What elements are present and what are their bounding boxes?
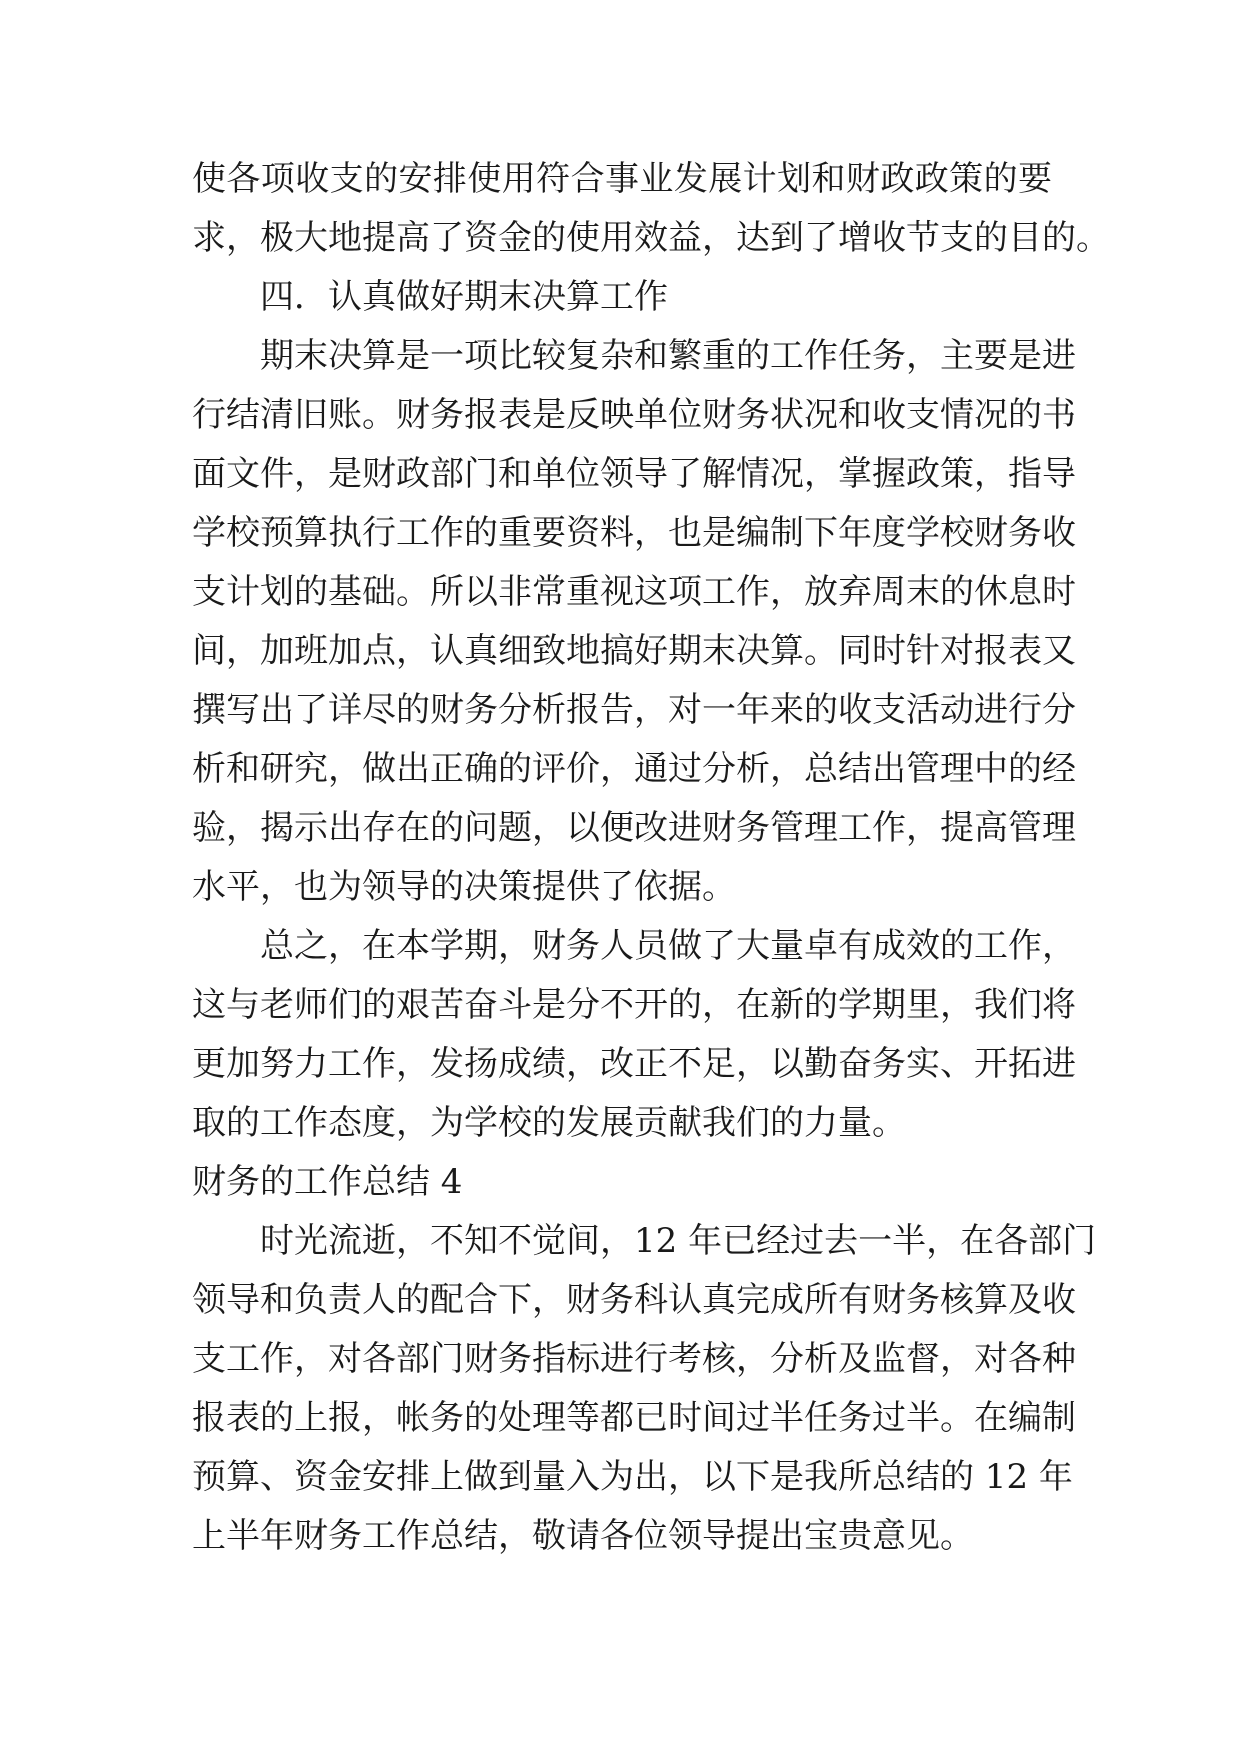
document-body xyxy=(192,150,1110,1566)
text-line: 总之，在本学期，财务人员做了大量卓有成效的工作， xyxy=(260,926,1076,966)
text-line: 预算、资金安排上做到量入为出，以下是我所总结的 12 年 xyxy=(192,1457,1073,1497)
text-line: 撰写出了详尽的财务分析报告，对一年来的收支活动进行分 xyxy=(192,690,1076,730)
text-line: 水平，也为领导的决策提供了依据。 xyxy=(192,867,736,907)
text-line: 报表的上报，帐务的处理等都已时间过半任务过半。在编制 xyxy=(192,1398,1076,1438)
text-line: 使各项收支的安排使用符合事业发展计划和财政政策的要 xyxy=(192,159,1052,199)
text-line: 行结清旧账。财务报表是反映单位财务状况和收支情况的书 xyxy=(192,395,1076,435)
text-line: 验，揭示出存在的问题，以便改进财务管理工作，提高管理 xyxy=(192,808,1076,848)
text-line: 期末决算是一项比较复杂和繁重的工作任务，主要是进 xyxy=(260,336,1076,376)
text-line: 学校预算执行工作的重要资料，也是编制下年度学校财务收 xyxy=(192,513,1076,553)
text-line: 时光流逝，不知不觉间，12 年已经过去一半，在各部门 xyxy=(260,1221,1097,1261)
text-line: 更加努力工作，发扬成绩，改正不足，以勤奋务实、开拓进 xyxy=(192,1044,1076,1084)
section-title: 财务的工作总结 4 xyxy=(192,1162,463,1202)
section-heading: 四．认真做好期末决算工作 xyxy=(260,277,668,317)
text-line: 支计划的基础。所以非常重视这项工作，放弃周末的休息时 xyxy=(192,572,1076,612)
text-line: 求，极大地提高了资金的使用效益，达到了增收节支的目的。 xyxy=(192,218,1110,258)
text-line: 面文件，是财政部门和单位领导了解情况，掌握政策，指导 xyxy=(192,454,1076,494)
text-line: 领导和负责人的配合下，财务科认真完成所有财务核算及收 xyxy=(192,1280,1076,1320)
text-line: 取的工作态度，为学校的发展贡献我们的力量。 xyxy=(192,1103,906,1143)
text-line: 这与老师们的艰苦奋斗是分不开的，在新的学期里，我们将 xyxy=(192,985,1076,1025)
text-line: 间，加班加点，认真细致地搞好期末决算。同时针对报表又 xyxy=(192,631,1076,671)
text-line: 上半年财务工作总结，敬请各位领导提出宝贵意见。 xyxy=(192,1516,974,1556)
text-line: 支工作，对各部门财务指标进行考核，分析及监督，对各种 xyxy=(192,1339,1076,1379)
text-line: 析和研究，做出正确的评价，通过分析，总结出管理中的经 xyxy=(192,749,1076,789)
